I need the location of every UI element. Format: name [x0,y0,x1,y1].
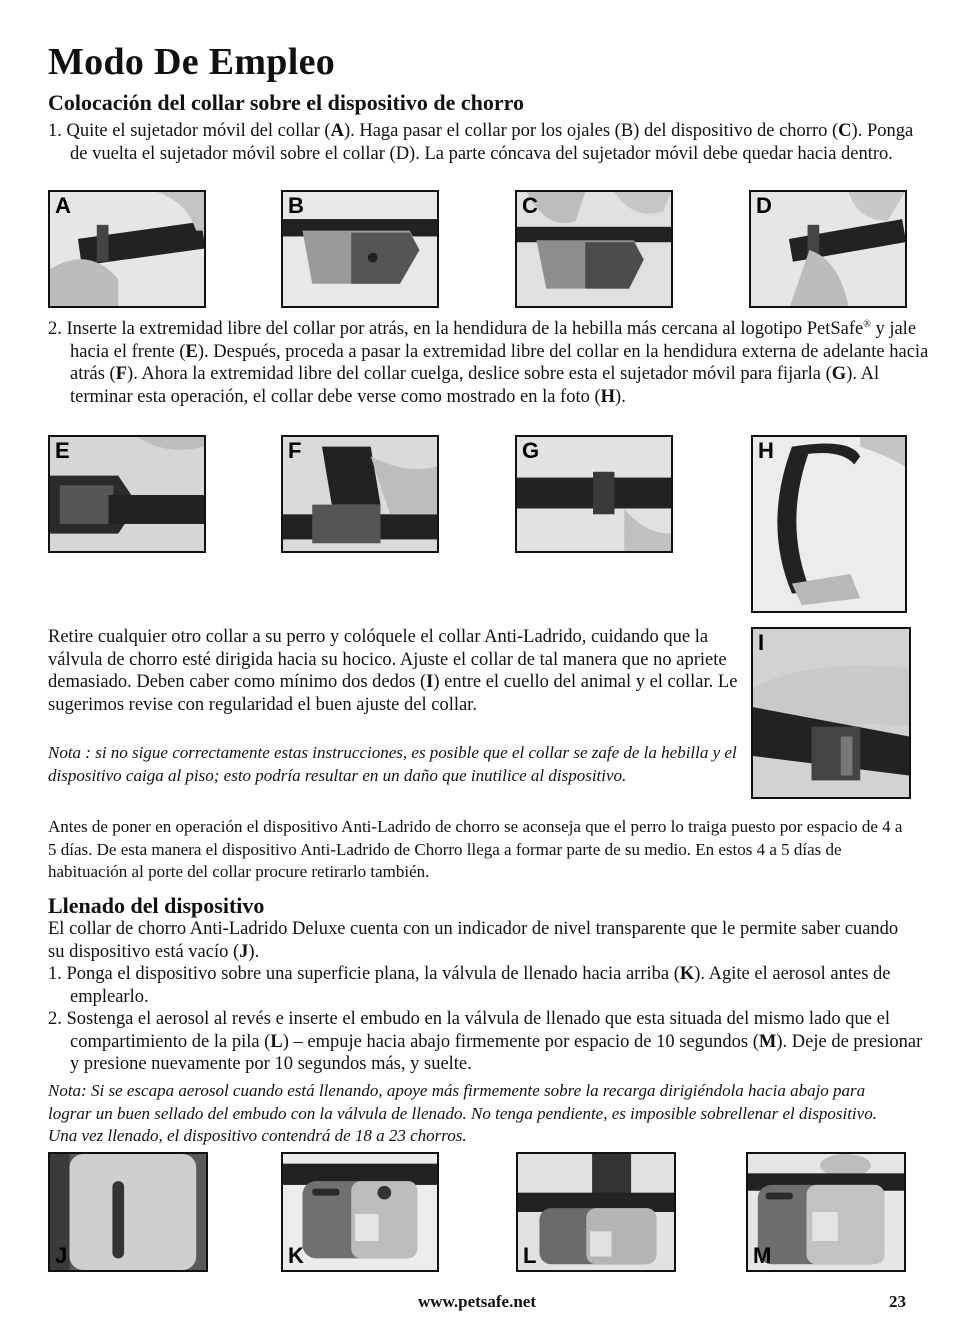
page-number: 23 [889,1292,906,1311]
photo-a [48,190,206,308]
photo-label-l: L [523,1243,537,1268]
photo-label-j: J [55,1243,68,1268]
photo-j [48,1152,208,1272]
filling-intro: El collar de chorro Anti-Ladrido Deluxe cuenta con un indicador de nivel transparente que le permite saber cuando su dispositivo está vacío (J). [48,919,899,962]
section-heading-collar: Colocación del collar sobre el dispositivo de chorro [48,90,525,115]
photo-label-m: M [753,1243,772,1268]
fitting-paragraph: Retire cualquier otro collar a su perro y colóquele el collar Anti-Ladrido, cuidando que la válvula de chorro esté dirigida hacia su hocico. Ajuste el collar de tal manera que no apriete demasiado. Deben caber como mínimo dos dedos (I) entre el cuello del animal y el collar. Le sugerimos revise con regularidad el buen ajuste del collar. [48,627,738,715]
photo-k [281,1152,439,1272]
section-heading-filling: Llenado del dispositivo [48,893,265,918]
photo-d [749,190,907,308]
photo-m [746,1152,906,1272]
photo-h [751,435,907,613]
photo-label-d: D [756,193,772,218]
step-2-text: 2. Inserte la extremidad libre del collar por atrás, en la hendidura de la hebilla más cercana al logotipo PetSafe® y jale hacia el frente (E). Después, proceda a pasar la extremidad libre del collar en la hendidura externa de adelante hacia atrás (F). Ahora la extremidad libre del collar cuelga, deslice sobre esta el sujetador móvil para fijarla (G). Al terminar esta operación, el collar debe verse como mostrado en la foto (H). [48,319,929,407]
photo-c [515,190,673,308]
photo-label-i: I [758,630,765,655]
photo-label-h: H [758,438,774,463]
photo-f [281,435,439,553]
photo-e [48,435,206,553]
photo-label-c: C [522,193,538,218]
habituation-paragraph: Antes de poner en operación el dispositivo Anti-Ladrido de chorro se aconseja que el perro lo traiga puesto por espacio de 4 a 5 días. De esta manera el dispositivo Anti-Ladrido de Chorro llega a formar parte de su medio. En estos 4 a 5 días de habituación al porte del collar procure retirarlo también. [48,817,903,881]
photo-i [751,627,911,799]
page-title: Modo De Empleo [48,41,336,83]
photo-label-k: K [288,1243,304,1268]
nota-filling: Nota: Si se escapa aerosol cuando está llenando, apoye más firmemente sobre la recarga dirigiéndola hacia abajo para lograr un buen sellado del embudo con la válvula de llenado. No tenga pendiente, es imposible sobrellenar el dispositivo. Una vez llenado, el dispositivo contendrá de 18 a 23 chorros. [48,1081,877,1145]
photo-l [516,1152,676,1272]
photo-g [515,435,673,553]
nota-fitting: Nota : si no sigue correctamente estas instrucciones, es posible que el collar se zafe de la hebilla y el dispositivo caiga al piso; esto podría resultar en un daño que inutilice al dispositivo. [48,743,737,785]
footer-url: www.petsafe.net [417,1292,537,1311]
photo-label-g: G [522,438,540,463]
photo-b [281,190,439,308]
photo-label-b: B [288,193,304,218]
filling-step-2: 2. Sostenga el aerosol al revés e inserte el embudo en la válvula de llenado que esta situada del mismo lado que el compartimiento de la pila (L) – empuje hacia abajo firmemente por espacio de 10 segundos (M). Deje de presionar y presione nuevamente por 10 segundos más, y suelte. [48,1009,923,1074]
photo-label-e: E [55,438,70,463]
filling-step-1: 1. Ponga el dispositivo sobre una superficie plana, la válvula de llenado hacia arriba (K). Agite el aerosol antes de emplearlo. [48,964,891,1007]
photo-label-a: A [55,193,71,218]
step-1-text: 1. Quite el sujetador móvil del collar (A). Haga pasar el collar por los ojales (B) del dispositivo de chorro (C). Ponga de vuelta el sujetador móvil sobre el collar (D). La parte cóncava del sujetador móvil debe quedar hacia dentro. [48,121,914,164]
photo-label-f: F [288,438,302,463]
